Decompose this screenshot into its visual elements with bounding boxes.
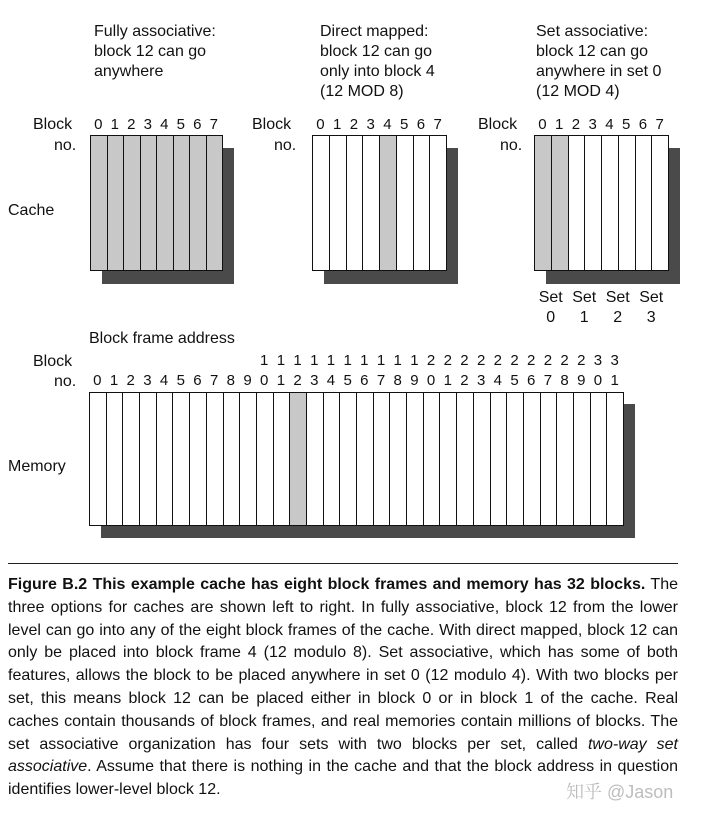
- cache-block-frame: [568, 135, 586, 271]
- block-number: 7: [433, 116, 442, 133]
- memory-block: [323, 392, 341, 526]
- block-number: 5: [621, 116, 631, 133]
- memory-block: [356, 392, 374, 526]
- set-number: 3: [646, 309, 656, 326]
- block-number: 6: [527, 372, 536, 389]
- block-number: 0: [593, 372, 603, 389]
- block-number: 1: [276, 372, 286, 389]
- block-number: 1: [310, 352, 319, 369]
- block-number: 3: [476, 372, 486, 389]
- fully-block-label: Block: [33, 116, 73, 133]
- figure-label: Figure B.2: [8, 576, 88, 593]
- block-number: 4: [326, 372, 336, 389]
- block-number: 1: [326, 352, 336, 369]
- block-number: 1: [443, 372, 452, 389]
- block-number: 6: [416, 116, 426, 133]
- block-number: 2: [577, 352, 586, 369]
- memory-block: [339, 392, 357, 526]
- block-number: 5: [176, 116, 185, 133]
- cache-block-frame: [90, 135, 108, 271]
- memory-block: [540, 392, 558, 526]
- caption-text-2: . Assume that there is nothing in the cache and that the block address in question identifies lower-level block 12.: [8, 758, 678, 799]
- set-label-0: [534, 288, 568, 328]
- cache-block-frame: [362, 135, 380, 271]
- cache-block-frame: [123, 135, 141, 271]
- cache-block-frame: [312, 135, 330, 271]
- memory-block: [156, 392, 174, 526]
- block-number: 6: [360, 372, 369, 389]
- fully-associative-cache: [90, 135, 222, 271]
- cache-block-frame: [635, 135, 653, 271]
- block-number: 1: [343, 352, 352, 369]
- block-number: 2: [443, 352, 452, 369]
- memory-block: [573, 392, 591, 526]
- block-number: 4: [383, 116, 392, 133]
- block-number: 7: [209, 116, 218, 133]
- cache-block-frame: [651, 135, 669, 271]
- memory-block: [189, 392, 207, 526]
- block-number: 1: [376, 352, 386, 369]
- set-number: 2: [613, 309, 623, 326]
- memory-block: [456, 392, 474, 526]
- block-number: 5: [343, 372, 352, 389]
- set-label-3: [635, 288, 669, 328]
- memory-block: [289, 392, 307, 526]
- block-number: 3: [143, 372, 152, 389]
- cache-block-frame: [618, 135, 636, 271]
- block-number: 4: [605, 116, 614, 133]
- memory-no-label: no.: [54, 373, 77, 390]
- block-number: 2: [476, 352, 486, 369]
- block-number: 6: [193, 372, 202, 389]
- block-number: 0: [316, 116, 325, 133]
- cache-block-frame: [173, 135, 191, 271]
- direct-mapped-heading: Direct mapped: block 12 can go only into block 4 (12 MOD 8): [320, 23, 435, 100]
- fully-no-label: no.: [54, 137, 77, 154]
- block-number: 0: [426, 372, 436, 389]
- caption-text-1: The three options for caches are shown left to right. In fully associative, block 12 from the lower level can go into any of the eight block frames of the cache. With direct mapped, block 12 can only be placed into block frame 4 (12 modulo 8). Set associative, which has some of both features, allows the block to be placed anywhere in set 0 (12 modulo 4). With two blocks per set, this means block 12 can be placed either in block 0 or in block 1 of the cache. Real caches contain thousands of block frames, and real memories contain millions of blocks. The set associative organization has four sets with two blocks per set, called: [8, 576, 678, 753]
- set-no-label: no.: [500, 137, 523, 154]
- block-number: 1: [393, 352, 402, 369]
- memory-label: Memory: [8, 458, 66, 475]
- caption-italic: two-way set associative: [8, 735, 679, 776]
- cache-block-frame: [534, 135, 552, 271]
- memory-block: [590, 392, 608, 526]
- block-number: 0: [260, 372, 269, 389]
- block-number: 2: [560, 352, 569, 369]
- block-number: 6: [638, 116, 648, 133]
- set-label-1: [568, 288, 602, 328]
- cache-block-frame: [601, 135, 619, 271]
- set-word: Set: [639, 289, 664, 306]
- block-number: 3: [610, 352, 619, 369]
- block-number: 8: [393, 372, 402, 389]
- figure-title: This example cache has eight block frames and memory has 32 blocks.: [92, 576, 646, 593]
- block-number: 1: [109, 372, 119, 389]
- fully-associative-heading: Fully associative: block 12 can go anywhere: [94, 23, 216, 80]
- cache-block-frame: [156, 135, 174, 271]
- set-associative-heading: Set associative: block 12 can go anywhere in set 0 (12 MOD 4): [536, 23, 662, 100]
- block-number: 7: [209, 372, 219, 389]
- block-number: 1: [293, 352, 302, 369]
- memory-block: [139, 392, 157, 526]
- cache-block-frame: [107, 135, 125, 271]
- block-number: 8: [226, 372, 236, 389]
- cache-block-frame: [140, 135, 158, 271]
- memory-block: [606, 392, 624, 526]
- memory-block: [206, 392, 224, 526]
- block-number: 0: [538, 116, 547, 133]
- memory-block: [306, 392, 324, 526]
- memory-block: [273, 392, 291, 526]
- cache-block-frame: [396, 135, 414, 271]
- cache-block-frame: [584, 135, 602, 271]
- memory-block: [256, 392, 274, 526]
- cache-label: Cache: [8, 202, 55, 219]
- set-block-label: Block: [478, 116, 518, 133]
- set-word: Set: [605, 289, 630, 306]
- block-number: 1: [110, 116, 119, 133]
- cache-block-frame: [189, 135, 207, 271]
- block-number: 2: [460, 352, 469, 369]
- memory-block: [423, 392, 441, 526]
- block-number: 2: [571, 116, 581, 133]
- memory-block: [490, 392, 508, 526]
- set-word: Set: [572, 289, 597, 306]
- block-number: 7: [543, 372, 553, 389]
- direct-mapped-cache: [312, 135, 446, 271]
- block-number: 7: [376, 372, 386, 389]
- memory-block: [373, 392, 391, 526]
- block-number: 2: [293, 372, 302, 389]
- block-number: 6: [193, 116, 202, 133]
- block-number: 1: [554, 116, 564, 133]
- block-number: 2: [460, 372, 469, 389]
- block-number: 8: [560, 372, 569, 389]
- memory-block: [122, 392, 140, 526]
- cache-block-frame: [429, 135, 447, 271]
- block-number: 3: [366, 116, 375, 133]
- block-number: 1: [360, 352, 369, 369]
- cache-block-frame: [379, 135, 397, 271]
- direct-no-label: no.: [274, 137, 297, 154]
- memory-block: [506, 392, 524, 526]
- memory-block: [439, 392, 457, 526]
- block-number: 0: [93, 372, 102, 389]
- block-number: 5: [510, 372, 519, 389]
- cache-block-frame: [206, 135, 224, 271]
- block-number: 5: [399, 116, 409, 133]
- memory-block: [172, 392, 190, 526]
- block-number: 2: [510, 352, 519, 369]
- figure-caption: [8, 574, 678, 802]
- block-number: 4: [159, 372, 169, 389]
- memory-block: [223, 392, 241, 526]
- set-label-2: [601, 288, 635, 328]
- direct-block-label: Block: [252, 116, 292, 133]
- memory-block: [106, 392, 124, 526]
- caption-divider: [8, 563, 678, 564]
- block-number: 9: [243, 372, 252, 389]
- block-number: 7: [655, 116, 664, 133]
- memory-block: [239, 392, 257, 526]
- block-number: 2: [126, 372, 135, 389]
- block-number: 2: [349, 116, 359, 133]
- block-number: 4: [160, 116, 169, 133]
- block-number: 9: [410, 372, 419, 389]
- block-number: 1: [260, 352, 269, 369]
- block-number: 2: [527, 352, 536, 369]
- block-number: 1: [332, 116, 342, 133]
- cache-block-frame: [551, 135, 569, 271]
- block-number: 2: [426, 352, 436, 369]
- cache-block-frame: [413, 135, 431, 271]
- cache-block-frame: [346, 135, 364, 271]
- set-word: Set: [538, 289, 563, 306]
- memory-block: [523, 392, 541, 526]
- memory-block: [556, 392, 574, 526]
- block-number: 0: [94, 116, 103, 133]
- block-number: 2: [493, 352, 503, 369]
- block-number: 1: [276, 352, 286, 369]
- block-number: 2: [127, 116, 136, 133]
- block-number: 1: [610, 372, 619, 389]
- block-number: 1: [410, 352, 419, 369]
- memory-block: [406, 392, 424, 526]
- block-number: 4: [493, 372, 503, 389]
- block-number: 2: [543, 352, 553, 369]
- memory-blocks: [89, 392, 623, 526]
- block-number: 5: [176, 372, 185, 389]
- memory-block: [389, 392, 407, 526]
- memory-block-label: Block: [33, 353, 73, 370]
- memory-block: [89, 392, 107, 526]
- block-number: 3: [310, 372, 319, 389]
- set-number: 0: [546, 309, 556, 326]
- block-number: 3: [593, 352, 603, 369]
- block-number: 9: [577, 372, 586, 389]
- block-frame-address-label: Block frame address: [89, 330, 235, 347]
- block-number: 3: [143, 116, 152, 133]
- cache-block-frame: [329, 135, 347, 271]
- block-number: 3: [588, 116, 597, 133]
- set-number: 1: [579, 309, 589, 326]
- memory-block: [473, 392, 491, 526]
- set-associative-cache: [534, 135, 668, 271]
- watermark: 知乎 @Jason: [566, 782, 674, 802]
